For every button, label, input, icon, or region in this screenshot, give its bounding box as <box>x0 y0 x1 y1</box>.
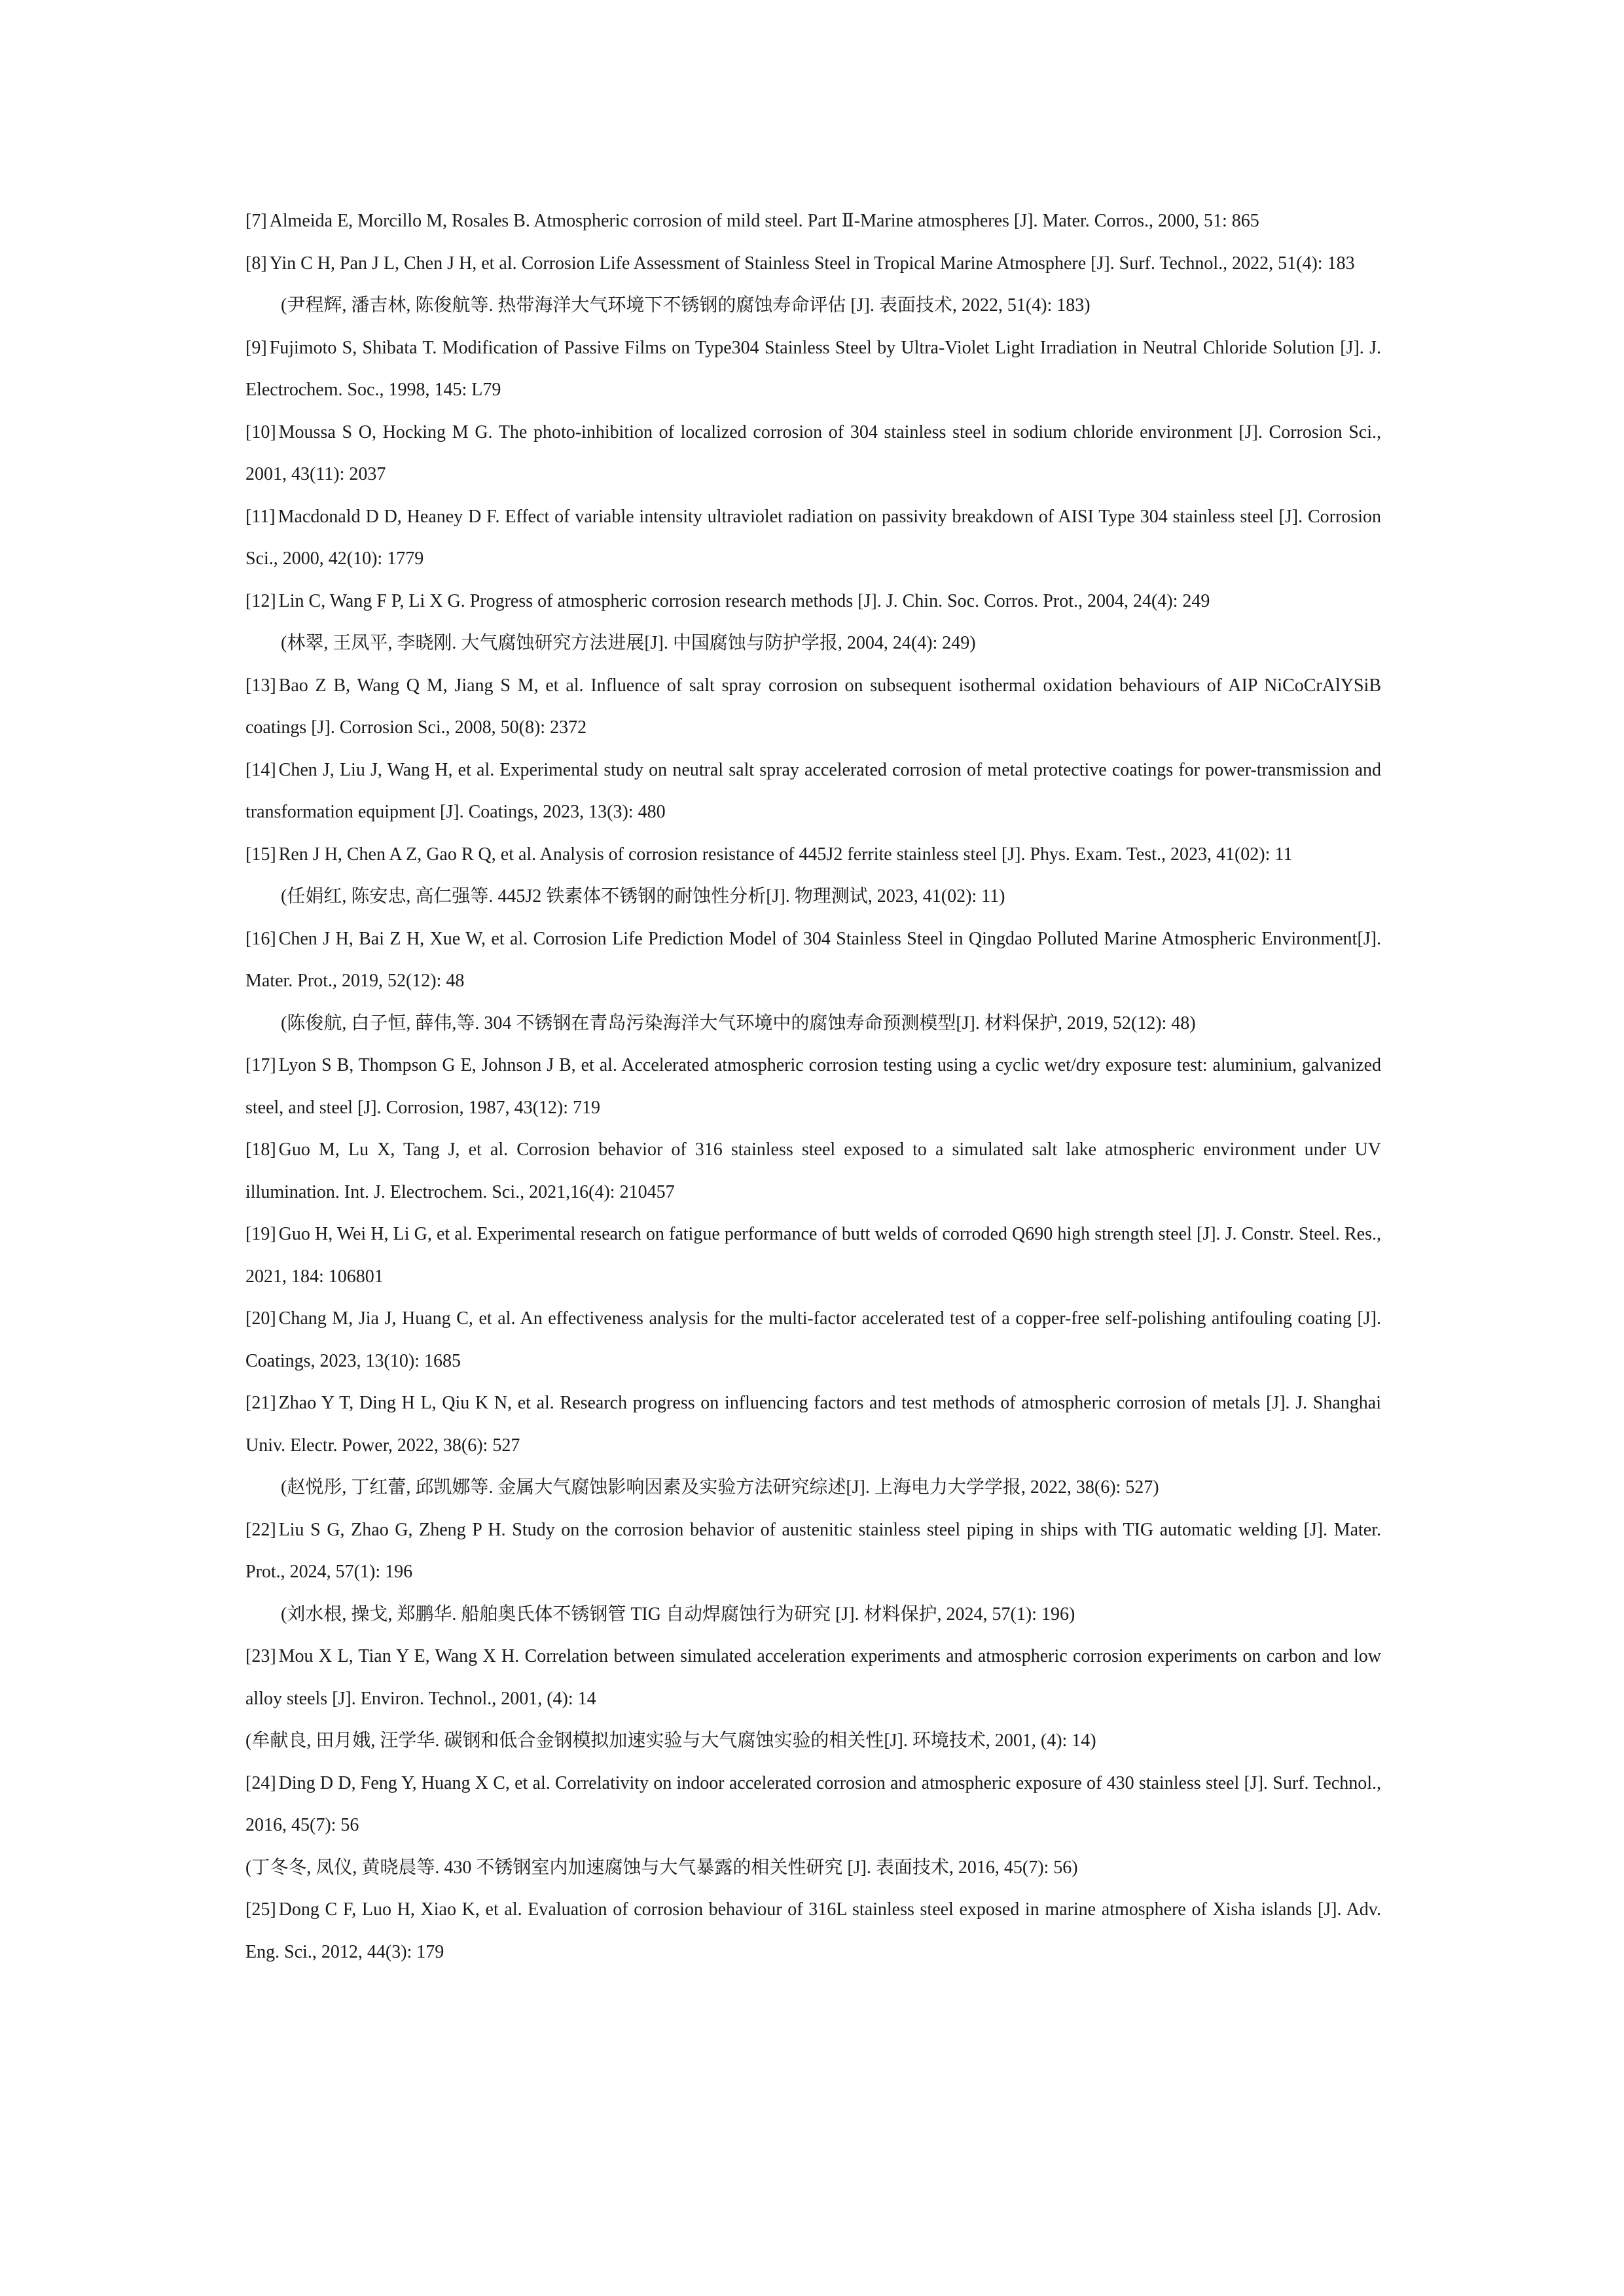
reference-number: [16] <box>245 928 276 949</box>
reference-number: [15] <box>245 844 276 865</box>
reference-text: Chen J H, Bai Z H, Xue W, et al. Corrosion Life Prediction Model of 304 Stainless Steel in Qingdao Polluted Marine Atmospheric Environment[J]. Mater. Prot., 2019, 52(12): 48 <box>245 928 1381 991</box>
reference-entry <box>245 581 1381 623</box>
reference-entry <box>245 665 1381 749</box>
reference-number: [18] <box>245 1139 276 1160</box>
reference-text: Chen J, Liu J, Wang H, et al. Experimental study on neutral salt spray accelerated corrosion of metal protective coatings for power-transmission and transformation equipment [J]. Coatings, 2023, 13(3): 480 <box>245 759 1381 822</box>
reference-translation: (任娟红, 陈安忠, 高仁强等. 445J2 铁素体不锈钢的耐蚀性分析[J]. 物理测试, 2023, 41(02): 11) <box>281 886 1005 906</box>
reference-text: Zhao Y T, Ding H L, Qiu K N, et al. Research progress on influencing factors and test methods of atmospheric corrosion of metals [J]. J. Shanghai Univ. Electr. Power, 2022, 38(6): 527 <box>245 1393 1381 1456</box>
reference-text: Guo H, Wei H, Li G, et al. Experimental research on fatigue performance of butt welds of corroded Q690 high strength steel [J]. J. Constr. Steel. Res., 2021, 184: 106801 <box>245 1224 1381 1287</box>
reference-translation: (丁冬冬, 凤仪, 黄晓晨等. 430 不锈钢室内加速腐蚀与大气暴露的相关性研究 [J]. 表面技术, 2016, 45(7): 56) <box>245 1857 1078 1878</box>
reference-number: [20] <box>245 1308 276 1329</box>
reference-translation: (刘水根, 操戈, 郑鹏华. 船舶奥氏体不锈钢管 TIG 自动焊腐蚀行为研究 [J]. 材料保护, 2024, 57(1): 196) <box>281 1604 1075 1624</box>
reference-entry <box>245 1509 1381 1594</box>
reference-number: [21] <box>245 1393 276 1413</box>
reference-text: Liu S G, Zhao G, Zheng P H. Study on the corrosion behavior of austenitic stainless steel piping in ships with TIG automatic welding [J]. Mater. Prot., 2024, 57(1): 196 <box>245 1519 1381 1582</box>
reference-entry <box>245 1763 1381 1847</box>
reference-entry <box>245 327 1381 412</box>
reference-number: [13] <box>245 675 276 696</box>
reference-number: [23] <box>245 1646 276 1666</box>
reference-text: Macdonald D D, Heaney D F. Effect of variable intensity ultraviolet radiation on passivity breakdown of AISI Type 304 stainless steel [J]. Corrosion Sci., 2000, 42(10): 1779 <box>245 506 1381 569</box>
reference-text: Chang M, Jia J, Huang C, et al. An effectiveness analysis for the multi-factor accelerated test of a copper-free self-polishing antifouling coating [J]. Coatings, 2023, 13(10): 1685 <box>245 1308 1381 1371</box>
reference-number: [14] <box>245 759 276 780</box>
reference-text: Fujimoto S, Shibata T. Modification of Passive Films on Type304 Stainless Steel by Ultra-Violet Light Irradiation in Neutral Chloride Solution [J]. J. Electrochem. Soc., 1998, 145: L79 <box>245 337 1381 400</box>
reference-text: Almeida E, Morcillo M, Rosales B. Atmospheric corrosion of mild steel. Part Ⅱ-Marine atmospheres [J]. Mater. Corros., 2000, 51: 865 <box>269 211 1259 231</box>
reference-entry <box>245 1636 1381 1720</box>
reference-number: [24] <box>245 1772 276 1793</box>
reference-text: Guo M, Lu X, Tang J, et al. Corrosion behavior of 316 stainless steel exposed to a simulated salt lake atmospheric environment under UV illumination. Int. J. Electrochem. Sci., 2021,16(4): 210457 <box>245 1139 1381 1202</box>
reference-number: [7] <box>245 211 267 231</box>
reference-translation: (尹程辉, 潘吉林, 陈俊航等. 热带海洋大气环境下不锈钢的腐蚀寿命评估 [J]. 表面技术, 2022, 51(4): 183) <box>281 295 1091 315</box>
reference-number: [19] <box>245 1224 276 1244</box>
reference-number: [9] <box>245 337 267 358</box>
reference-entry <box>245 496 1381 581</box>
reference-number: [25] <box>245 1899 276 1920</box>
reference-number: [11] <box>245 506 276 527</box>
reference-entry <box>245 1213 1381 1298</box>
reference-entry <box>245 1889 1381 1973</box>
reference-number: [12] <box>245 590 276 611</box>
reference-entry <box>245 1129 1381 1213</box>
reference-entry <box>245 1382 1381 1467</box>
reference-entry <box>245 200 1381 243</box>
reference-translation: (赵悦彤, 丁红蕾, 邱凯娜等. 金属大气腐蚀影响因素及实验方法研究综述[J]. 上海电力大学学报, 2022, 38(6): 527) <box>281 1477 1159 1498</box>
reference-translation: (林翠, 王凤平, 李晓刚. 大气腐蚀研究方法进展[J]. 中国腐蚀与防护学报, 2004, 24(4): 249) <box>281 633 976 653</box>
reference-number: [10] <box>245 422 276 442</box>
reference-text: Lyon S B, Thompson G E, Johnson J B, et al. Accelerated atmospheric corrosion testing using a cyclic wet/dry exposure test: aluminium, galvanized steel, and steel [J]. Corrosion, 1987, 43(12): 719 <box>245 1055 1381 1118</box>
reference-text: Bao Z B, Wang Q M, Jiang S M, et al. Influence of salt spray corrosion on subsequent isothermal oxidation behaviours of AIP NiCoCrAlYSiB coatings [J]. Corrosion Sci., 2008, 50(8): 2372 <box>245 675 1381 738</box>
reference-text: Ren J H, Chen A Z, Gao R Q, et al. Analysis of corrosion resistance of 445J2 ferrite stainless steel [J]. Phys. Exam. Test., 2023, 41(02): 11 <box>278 844 1293 865</box>
reference-entry <box>245 1298 1381 1382</box>
reference-entry <box>245 243 1381 285</box>
reference-text: Moussa S O, Hocking M G. The photo-inhibition of localized corrosion of 304 stainless steel in sodium chloride environment [J]. Corrosion Sci., 2001, 43(11): 2037 <box>245 422 1381 484</box>
reference-entry <box>245 1045 1381 1129</box>
reference-number: [17] <box>245 1055 276 1075</box>
reference-text: Mou X L, Tian Y E, Wang X H. Correlation between simulated acceleration experiments and atmospheric corrosion experiments on carbon and low alloy steels [J]. Environ. Technol., 2001, (4): 14 <box>245 1646 1381 1709</box>
reference-entry <box>245 918 1381 1003</box>
reference-text: Ding D D, Feng Y, Huang X C, et al. Correlativity on indoor accelerated corrosion and atmospheric exposure of 430 stainless steel [J]. Surf. Technol., 2016, 45(7): 56 <box>245 1772 1381 1835</box>
reference-number: [8] <box>245 253 267 274</box>
reference-text: Yin C H, Pan J L, Chen J H, et al. Corrosion Life Assessment of Stainless Steel in Tropical Marine Atmosphere [J]. Surf. Technol., 2022, 51(4): 183 <box>269 253 1355 274</box>
reference-list <box>245 200 1381 1973</box>
reference-text: Dong C F, Luo H, Xiao K, et al. Evaluation of corrosion behaviour of 316L stainless steel exposed in marine atmosphere of Xisha islands [J]. Adv. Eng. Sci., 2012, 44(3): 179 <box>245 1899 1381 1962</box>
reference-entry <box>245 412 1381 496</box>
reference-entry <box>245 834 1381 876</box>
reference-text: Lin C, Wang F P, Li X G. Progress of atmospheric corrosion research methods [J]. J. Chin. Soc. Corros. Prot., 2004, 24(4): 249 <box>278 590 1210 611</box>
reference-translation: (陈俊航, 白子恒, 薛伟,等. 304 不锈钢在青岛污染海洋大气环境中的腐蚀寿命预测模型[J]. 材料保护, 2019, 52(12): 48) <box>281 1013 1196 1033</box>
reference-translation: (牟献良, 田月娥, 汪学华. 碳钢和低合金钢模拟加速实验与大气腐蚀实验的相关性[J]. 环境技术, 2001, (4): 14) <box>245 1731 1096 1751</box>
reference-entry <box>245 749 1381 834</box>
reference-number: [22] <box>245 1519 276 1540</box>
